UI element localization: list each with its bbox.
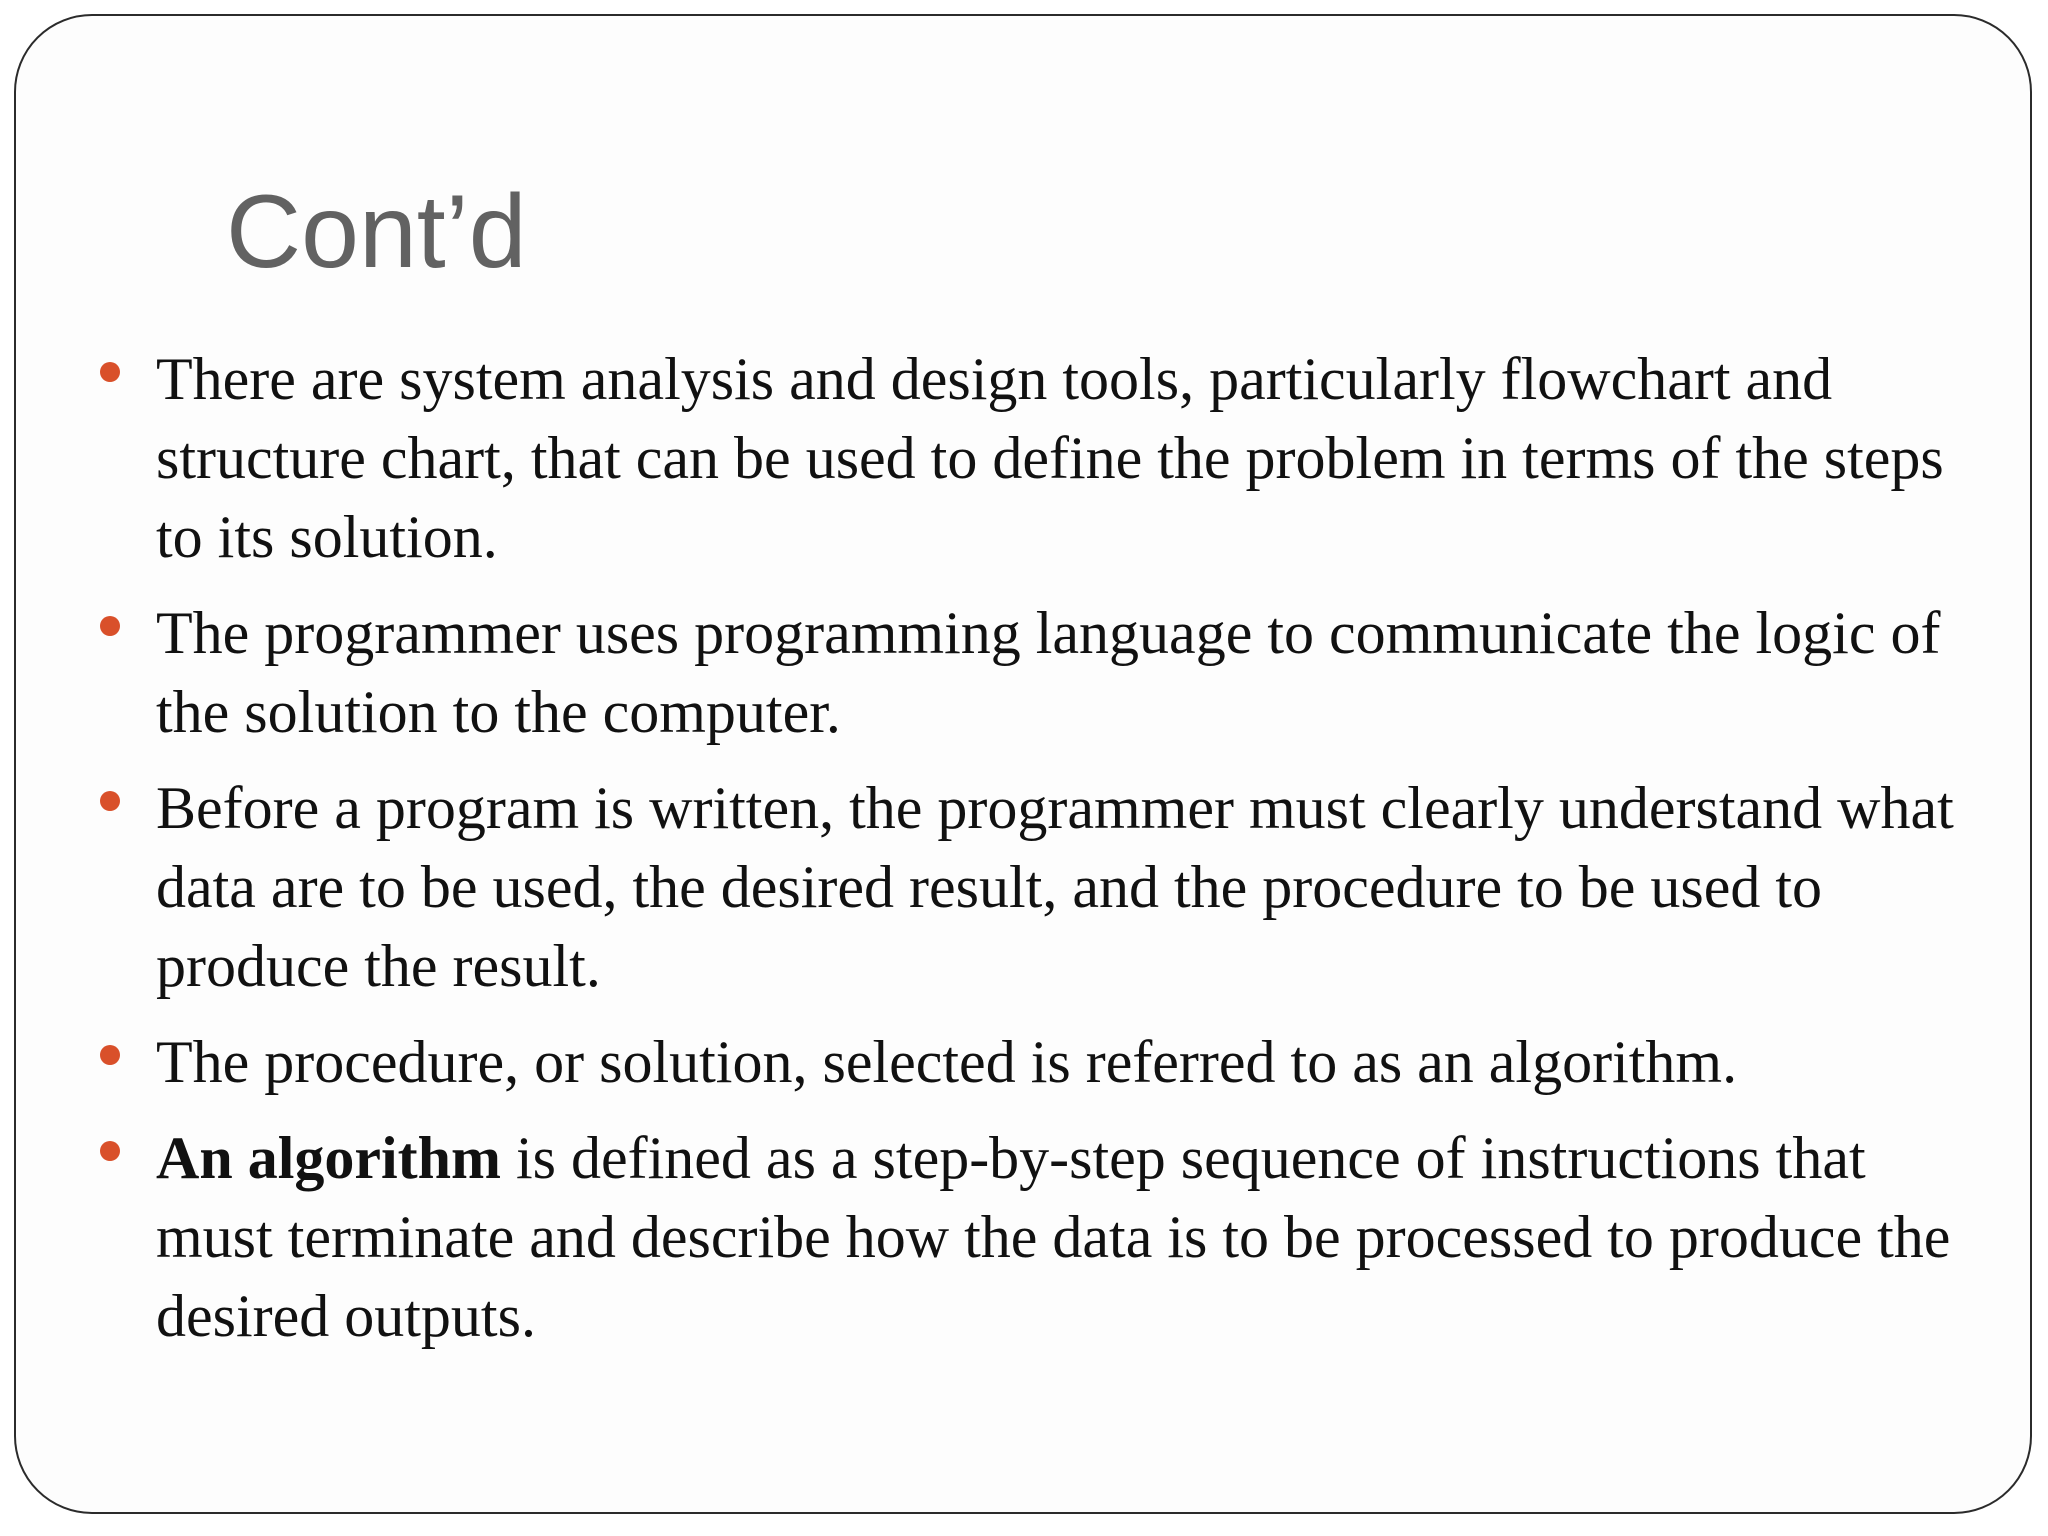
bullet-dot-icon <box>100 362 120 382</box>
bullet-item <box>156 769 1976 1006</box>
bullet-dot-icon <box>100 791 120 811</box>
bullet-text: The programmer uses programming language to communicate the logic of the solution to the computer. <box>156 600 1941 745</box>
bullet-text: The procedure, or solution, selected is referred to as an algorithm. <box>156 1029 1738 1095</box>
bullet-text: Before a program is written, the programmer must clearly understand what data are to be used, the desired result, and the procedure to be used to produce the result. <box>156 775 1954 999</box>
bullet-item <box>156 1023 1976 1102</box>
bullet-list <box>156 340 1976 1373</box>
bullet-bold-term: An algorithm <box>156 1125 501 1191</box>
bullet-dot-icon <box>100 1045 120 1065</box>
bullet-text: There are system analysis and design tools, particularly flowchart and structure chart, that can be used to define the problem in terms of the steps to its solution. <box>156 346 1944 570</box>
bullet-dot-icon <box>100 616 120 636</box>
bullet-item <box>156 594 1976 752</box>
bullet-item <box>156 340 1976 577</box>
bullet-item <box>156 1119 1976 1356</box>
bullet-text: is defined as a step-by-step sequence of instructions that must terminate and describe how the data is to be processed to produce the desired outputs. <box>156 1125 1951 1349</box>
slide-title: Cont’d <box>226 174 527 290</box>
bullet-dot-icon <box>100 1141 120 1161</box>
